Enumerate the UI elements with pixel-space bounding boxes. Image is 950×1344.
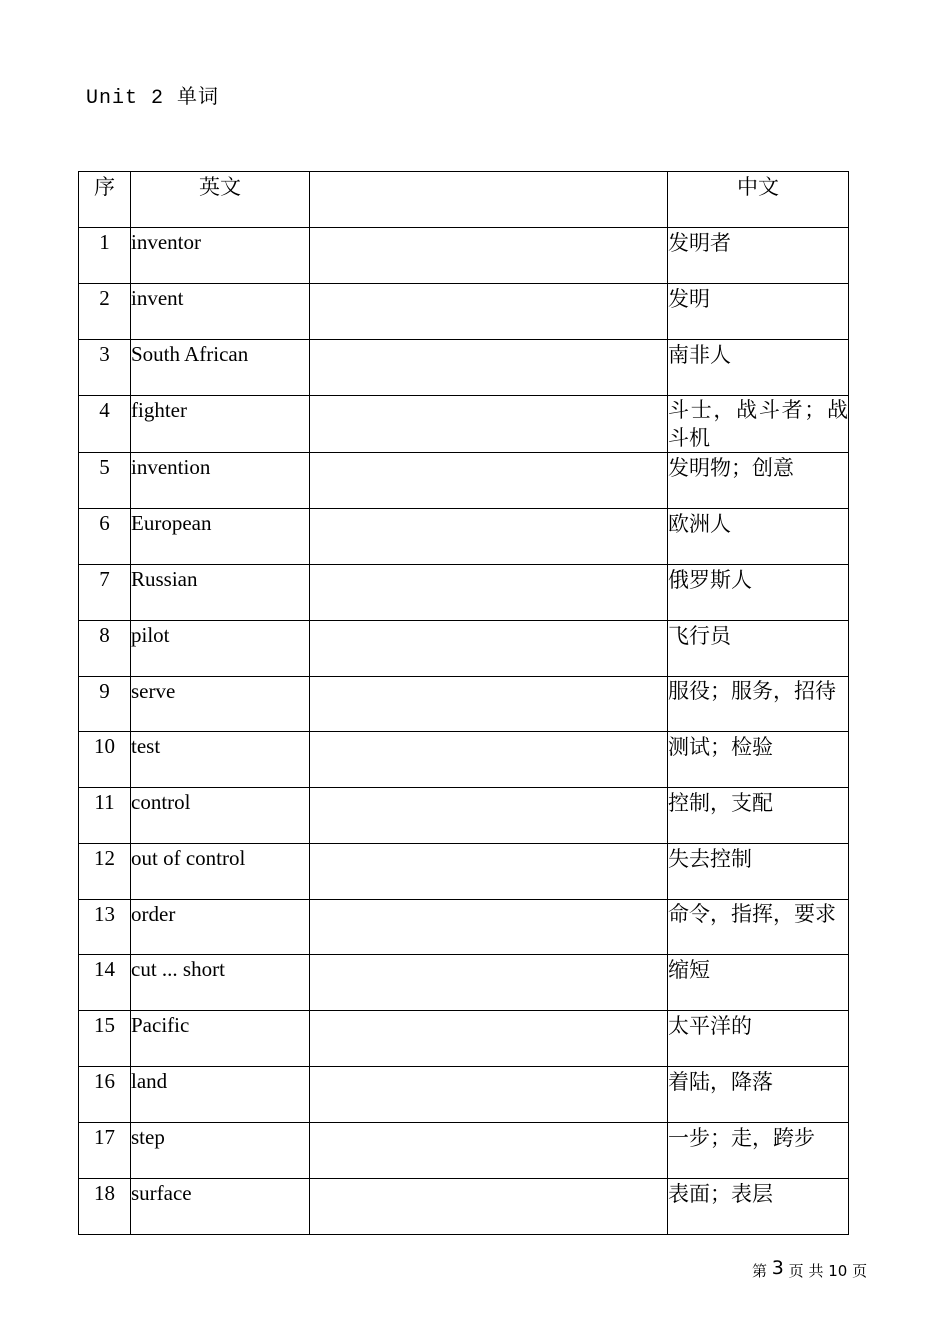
row-blank bbox=[310, 509, 668, 565]
table-row bbox=[79, 396, 849, 453]
table-row bbox=[79, 621, 849, 677]
row-english: fighter bbox=[131, 396, 310, 453]
footer-suffix: 页 bbox=[852, 1262, 868, 1280]
row-chinese: 表面；表层 bbox=[668, 1179, 849, 1235]
row-english: cut ... short bbox=[131, 955, 310, 1011]
row-english: pilot bbox=[131, 621, 310, 677]
row-chinese: 一步；走，跨步 bbox=[668, 1123, 849, 1179]
row-blank bbox=[310, 1011, 668, 1067]
row-english: European bbox=[131, 509, 310, 565]
row-number: 11 bbox=[79, 788, 131, 844]
page-footer bbox=[752, 1259, 867, 1281]
row-chinese: 测试；检验 bbox=[668, 732, 849, 788]
row-blank bbox=[310, 955, 668, 1011]
row-chinese: 斗士，战斗者；战斗机 bbox=[668, 396, 849, 453]
row-chinese: 南非人 bbox=[668, 340, 849, 396]
row-number: 12 bbox=[79, 844, 131, 900]
row-blank bbox=[310, 565, 668, 621]
row-blank bbox=[310, 621, 668, 677]
table-row bbox=[79, 228, 849, 284]
table-row bbox=[79, 453, 849, 509]
row-chinese: 欧洲人 bbox=[668, 509, 849, 565]
row-english: control bbox=[131, 788, 310, 844]
table-header-row bbox=[79, 172, 849, 228]
row-blank bbox=[310, 788, 668, 844]
row-blank bbox=[310, 1067, 668, 1123]
row-blank bbox=[310, 396, 668, 453]
row-english: out of control bbox=[131, 844, 310, 900]
row-chinese: 命令，指挥，要求 bbox=[668, 900, 849, 955]
row-chinese: 俄罗斯人 bbox=[668, 565, 849, 621]
table-row bbox=[79, 788, 849, 844]
row-chinese: 失去控制 bbox=[668, 844, 849, 900]
row-blank bbox=[310, 677, 668, 732]
row-english: land bbox=[131, 1067, 310, 1123]
row-chinese: 服役；服务，招待 bbox=[668, 677, 849, 732]
row-blank bbox=[310, 340, 668, 396]
row-blank bbox=[310, 228, 668, 284]
row-number: 10 bbox=[79, 732, 131, 788]
row-blank bbox=[310, 900, 668, 955]
footer-page-number: 3 bbox=[771, 1257, 784, 1279]
table-row bbox=[79, 340, 849, 396]
row-english: inventor bbox=[131, 228, 310, 284]
row-number: 3 bbox=[79, 340, 131, 396]
table-row bbox=[79, 565, 849, 621]
row-number: 15 bbox=[79, 1011, 131, 1067]
row-english: surface bbox=[131, 1179, 310, 1235]
row-number: 18 bbox=[79, 1179, 131, 1235]
row-number: 17 bbox=[79, 1123, 131, 1179]
row-number: 7 bbox=[79, 565, 131, 621]
row-number: 9 bbox=[79, 677, 131, 732]
table-row bbox=[79, 284, 849, 340]
table-row bbox=[79, 955, 849, 1011]
row-english: test bbox=[131, 732, 310, 788]
header-english: 英文 bbox=[131, 172, 310, 228]
footer-prefix: 第 bbox=[752, 1262, 768, 1280]
row-chinese: 太平洋的 bbox=[668, 1011, 849, 1067]
row-blank bbox=[310, 1179, 668, 1235]
row-chinese: 发明物；创意 bbox=[668, 453, 849, 509]
footer-middle: 页 共 bbox=[788, 1262, 824, 1280]
row-english: invent bbox=[131, 284, 310, 340]
table-row bbox=[79, 1179, 849, 1235]
row-number: 2 bbox=[79, 284, 131, 340]
table-row bbox=[79, 1067, 849, 1123]
row-number: 16 bbox=[79, 1067, 131, 1123]
header-blank bbox=[310, 172, 668, 228]
row-number: 8 bbox=[79, 621, 131, 677]
row-english: order bbox=[131, 900, 310, 955]
row-english: step bbox=[131, 1123, 310, 1179]
row-english: serve bbox=[131, 677, 310, 732]
table-row bbox=[79, 1011, 849, 1067]
row-blank bbox=[310, 284, 668, 340]
row-blank bbox=[310, 732, 668, 788]
footer-total-pages: 10 bbox=[828, 1262, 848, 1280]
header-num: 序 bbox=[79, 172, 131, 228]
vocabulary-table bbox=[78, 171, 849, 1235]
row-blank bbox=[310, 844, 668, 900]
row-chinese: 飞行员 bbox=[668, 621, 849, 677]
row-english: invention bbox=[131, 453, 310, 509]
table-row bbox=[79, 677, 849, 732]
row-blank bbox=[310, 453, 668, 509]
row-number: 5 bbox=[79, 453, 131, 509]
table-row bbox=[79, 509, 849, 565]
document-title: Unit 2 单词 bbox=[86, 87, 220, 110]
row-number: 6 bbox=[79, 509, 131, 565]
row-number: 1 bbox=[79, 228, 131, 284]
row-chinese: 发明 bbox=[668, 284, 849, 340]
table-row bbox=[79, 732, 849, 788]
row-number: 4 bbox=[79, 396, 131, 453]
row-chinese: 着陆，降落 bbox=[668, 1067, 849, 1123]
table-row bbox=[79, 900, 849, 955]
header-chinese: 中文 bbox=[668, 172, 849, 228]
row-english: South African bbox=[131, 340, 310, 396]
row-number: 14 bbox=[79, 955, 131, 1011]
row-english: Pacific bbox=[131, 1011, 310, 1067]
row-chinese: 发明者 bbox=[668, 228, 849, 284]
row-english: Russian bbox=[131, 565, 310, 621]
row-number: 13 bbox=[79, 900, 131, 955]
vocabulary-rows bbox=[79, 228, 849, 1235]
row-chinese: 缩短 bbox=[668, 955, 849, 1011]
row-blank bbox=[310, 1123, 668, 1179]
table-row bbox=[79, 844, 849, 900]
table-row bbox=[79, 1123, 849, 1179]
row-chinese: 控制，支配 bbox=[668, 788, 849, 844]
